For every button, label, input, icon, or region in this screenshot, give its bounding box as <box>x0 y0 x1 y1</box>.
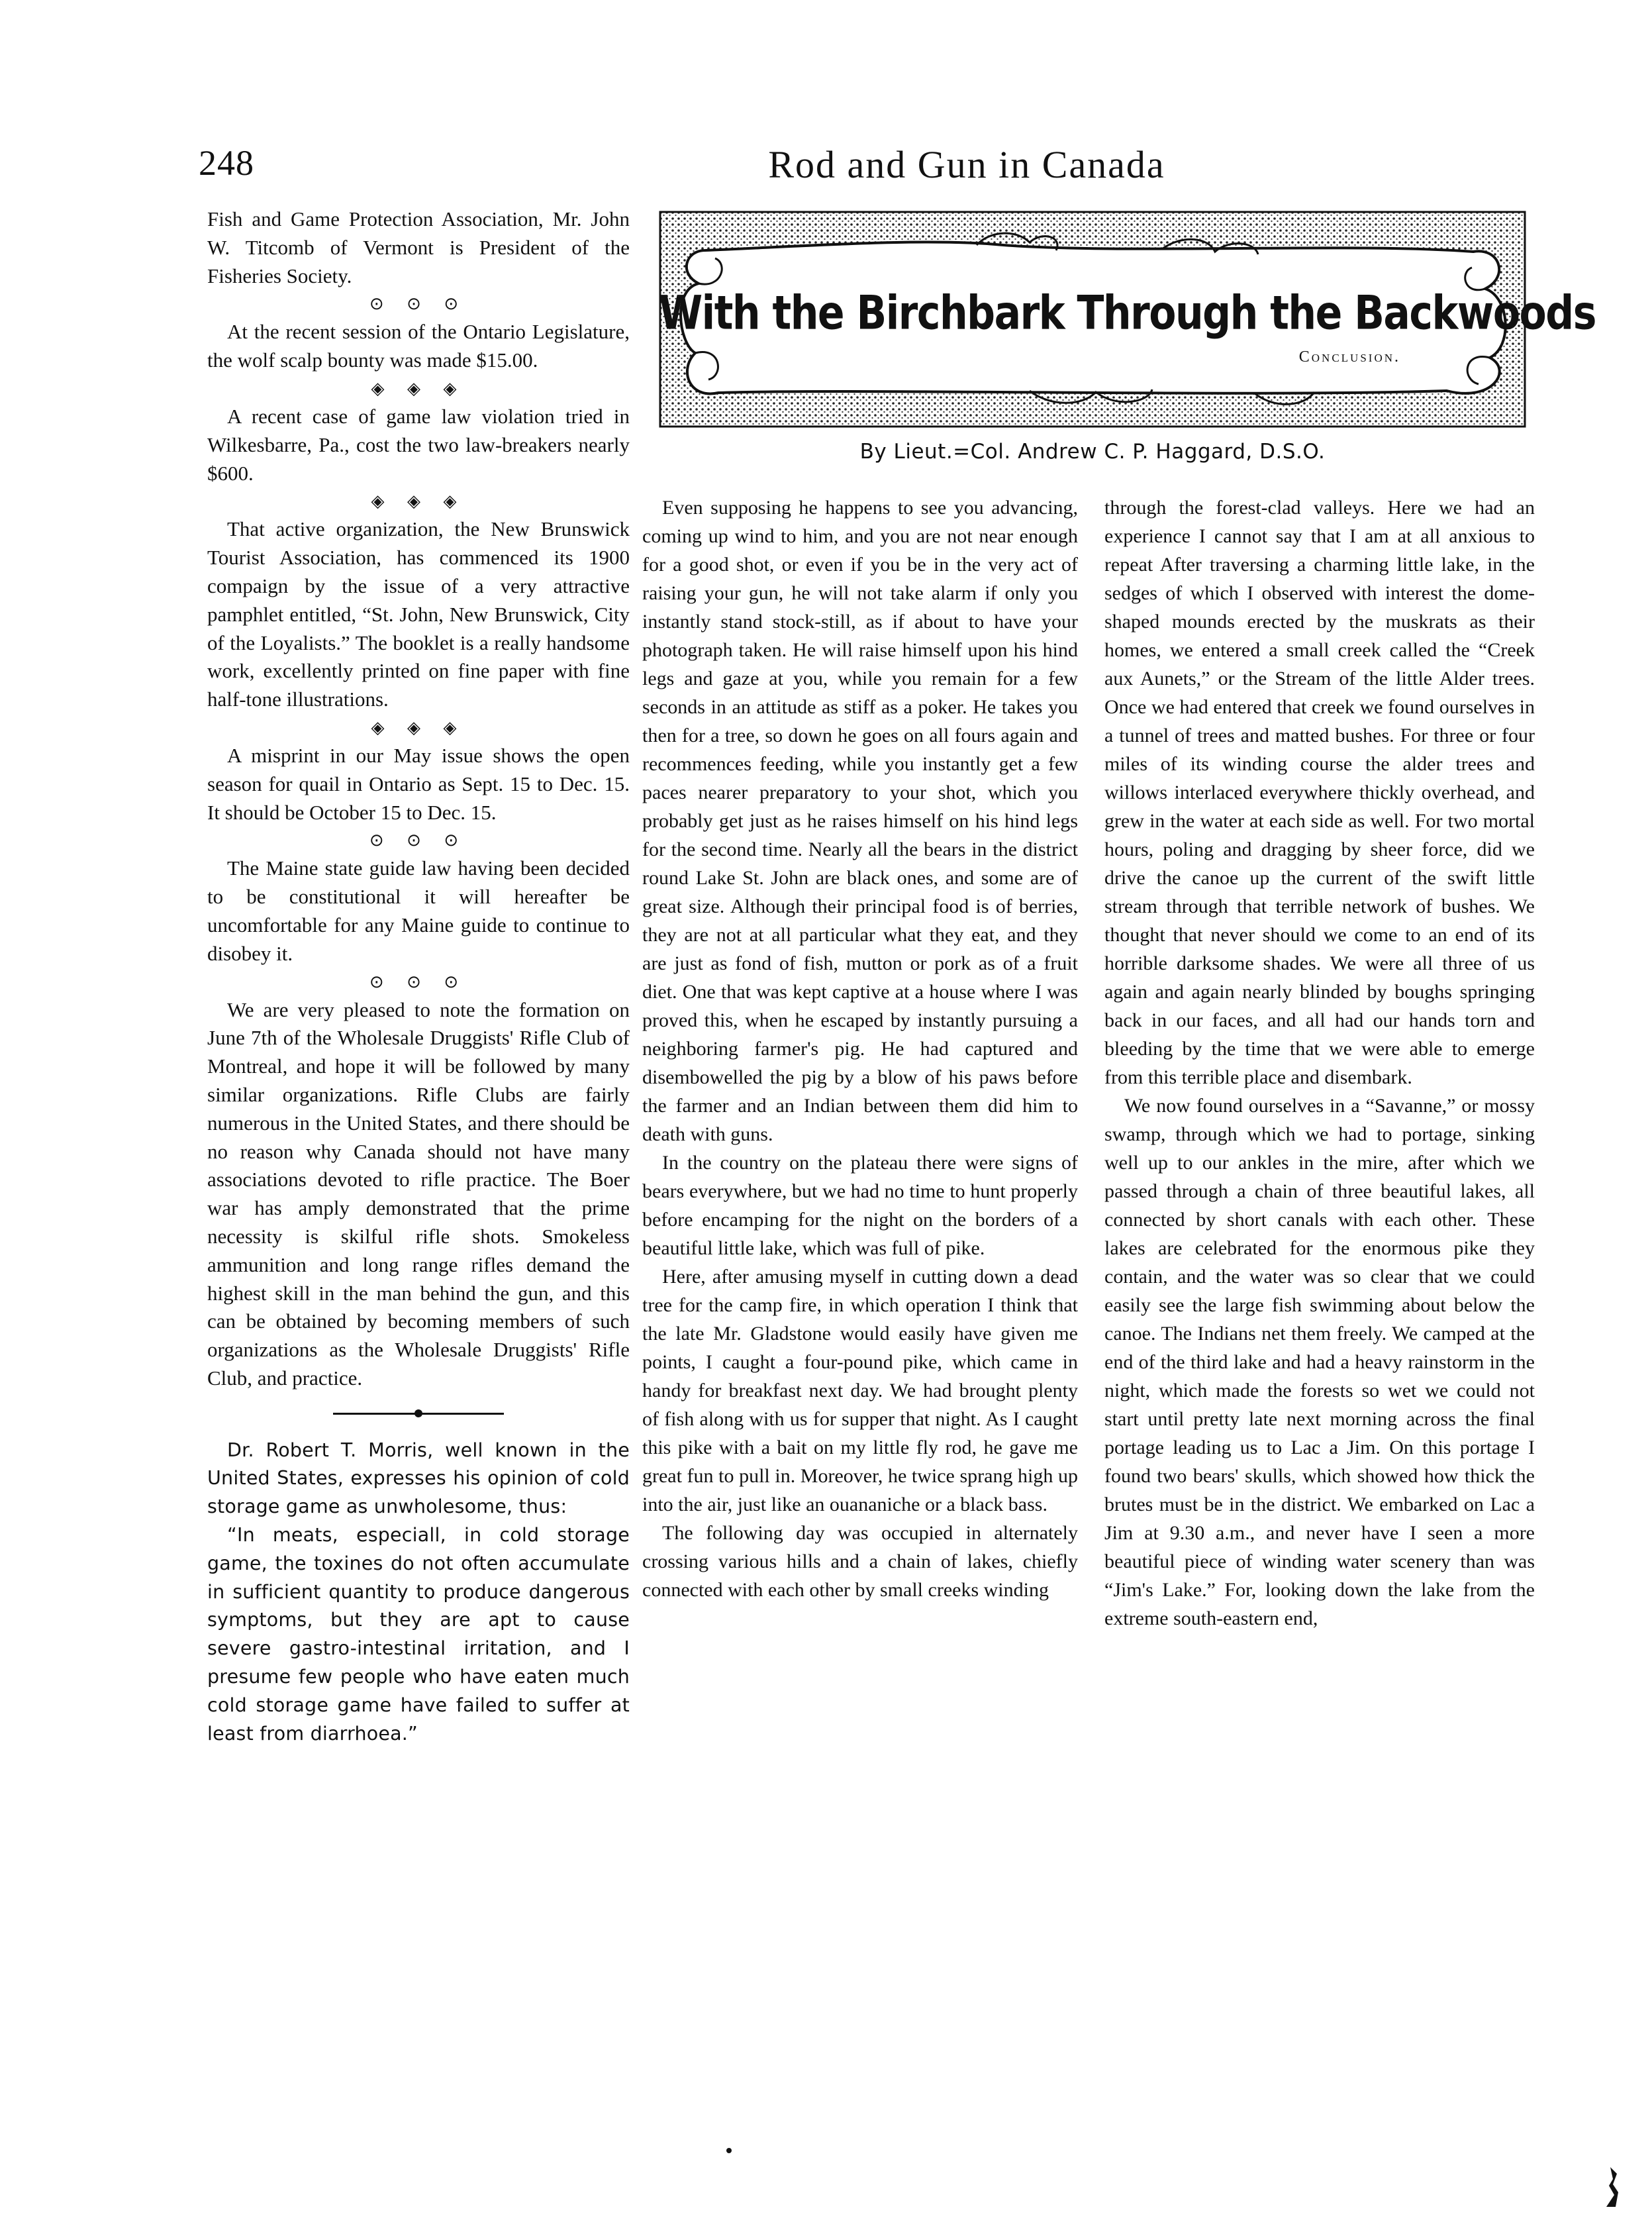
quote-block <box>207 1437 630 1749</box>
article-subtitle: Conclusion. <box>1298 348 1400 366</box>
article-paragraph: Even supposing he happens to see you advancing, coming up wind to him, and you are not near enough for a good shot, or even if you be in the very act of raising your gun, he will not take alarm if only you instantly stand stock-still, as if about to have your photograph taken. He will raise himself upon his hind legs and gaze at you, while you remain for a few seconds in an attitude as stiff as a poker. He takes you then for a tree, so down he goes on all fours again and recommences feeding, while you instantly get a few paces nearer preparatory to your shot, which you probably get just as he raises himself on his hind legs for the second time. Nearly all the bears in the district round Lake St. John are black ones, and some are of great size. Although their principal food is of berries, they are not at all particular what they eat, and they are just as fond of fish, mutton or pork as of a fruit diet. One that was kept captive at a house where I was proved this, when he escaped by instantly pursuing a neighboring farmer's pig. He had captured and disembowelled the pig by a blow of his paws before the farmer and an Indian between them did him to death with guns. <box>642 497 1078 1145</box>
article-paragraph: The following day was occupied in alternately crossing various hills and a chain of lakes, chiefly connected with each other by small creeks winding <box>642 1522 1078 1601</box>
page-header <box>199 136 1165 195</box>
left-column <box>207 205 630 1748</box>
quotation: “In meats, especiall, in cold storage game, the toxines do not often accumulate in sufficient quantity to produce dangerous symptoms, but they are apt to cause severe gastro-intestinal irritation, and I presume few people who have eaten much cold storage game have failed to suffer at least from diarrhoea.” <box>207 1524 630 1745</box>
news-item: A recent case of game law violation tried in Wilkesbarre, Pa., cost the two law-breakers nearly $600. <box>207 404 630 485</box>
news-item: The Maine state guide law having been decided to be constitutional it will hereafter be uncomfortable for any Maine guide to continue to disobey it. <box>207 856 630 965</box>
article-title-banner <box>659 211 1596 428</box>
running-title: Rod and Gun in Canada <box>768 143 1165 186</box>
separator-circles: ⊙ ⊙ ⊙ <box>369 972 468 991</box>
news-item: We are very pleased to note the formation on June 7th of the Wholesale Druggists' Rifle Club of Montreal, and hope it will be followed by many similar organizations. Rifle Clubs are fairly numerous in the United States, and there should be no reason why Canada should not have many associations devoted to rifle practice. The Boer war has amply demonstrated that the prime necessity is skilful rifle shots. Smokeless ammunition and long range rifles demand the highest skill in the man behind the gun, and this can be obtained by becoming members of such organizations as the Wholesale Druggists' Rifle Club, and practice. <box>207 997 630 1390</box>
article-paragraph: We now found ourselves in a “Savanne,” or mossy swamp, through which we had to portage, sinking well up to our ankles in the mire, after which we passed through a chain of three beautiful lakes, all connected by short canals with each other. These lakes are celebrated for the enormous pike they contain, and the water was so clear that we could easily see the large fish swimming about below the canoe. The Indians net them freely. We camped at the end of the third lake and had a heavy rainstorm in the night, which made the forests so wet we could not start until pretty late next morning across the final portage leading us to Lac a Jim. On this portage I found two bears' skulls, which showed how thick the brutes must be in the district. We embarked on Lac a Jim at 9.30 a.m., and never have I seen a more beautiful piece of winding water scenery than was “Jim's Lake.” For, looking down the lake from the extreme south-eastern end, <box>1104 1095 1535 1629</box>
separator-diamonds: ◈ ◈ ◈ <box>371 491 466 511</box>
article-paragraph: through the forest-clad valleys. Here we had an experience I cannot say that I am at all anxious to repeat After traversing a charming little lake, in the sedges of which I observed with interest the dome-shaped mounds erected by the muskrats as their homes, we entered a small creek called the “Creek aux Aunets,” or the Stream of the little Alder trees. Once we had entered that creek we found ourselves in a tunnel of trees and matted bushes. For three or four miles of its winding course the alder trees and willows interlaced everywhere thickly overhead, and grew in the water at each side as well. For two mortal hours, poling and dragging by sheer force, did we drive the canoe up the current of the swift little stream through that terrible network of bushes. We thought that never should we come to an end of its horrible darksome shades. We were all three of us again and again nearly blinded by boughs springing back in our faces, and all had our hands torn and bleeding by the time that we were able to emerge from this terrible place and disembark. <box>1104 497 1535 1088</box>
news-item: Dr. Robert T. Morris, well known in the United States, expresses his opinion of cold storage game as unwholesome, thus: <box>207 1439 630 1518</box>
article-column-right <box>1104 493 1535 1633</box>
separator-diamonds: ◈ ◈ ◈ <box>371 378 466 398</box>
separator-circles: ⊙ ⊙ ⊙ <box>369 831 468 850</box>
section-divider <box>207 1409 630 1418</box>
separator-circles: ⊙ ⊙ ⊙ <box>369 294 468 314</box>
news-item: At the recent session of the Ontario Legislature, the wolf scalp bounty was made $15.00. <box>207 320 630 372</box>
news-item: A misprint in our May issue shows the open season for quail in Ontario as Sept. 15 to Dec. 15. It should be October 15 to Dec. 15. <box>207 743 630 824</box>
corner-smudge-icon <box>1601 2166 1620 2208</box>
article-column-middle <box>642 493 1078 1604</box>
article-paragraph: In the country on the plateau there were signs of bears everywhere, but we had no time to hunt properly before encamping for the night on the borders of a beautiful little lake, which was full of pike. <box>642 1152 1078 1259</box>
separator-diamonds: ◈ ◈ ◈ <box>371 717 466 737</box>
news-item: Fish and Game Protection Association, Mr. John W. Titcomb of Vermont is President of the Fisheries Society. <box>207 207 630 287</box>
print-speck <box>726 2148 732 2153</box>
article-paragraph: Here, after amusing myself in cutting down a dead tree for the camp fire, in which operation I think that the late Mr. Gladstone would easily have given me points, I caught a four-pound pike, which came in handy for breakfast next day. We had brought plenty of fish along with us for supper that night. As I caught this pike with a bait on my little fly rod, he gave me great fun to pull in. Moreover, he twice sprang high up into the air, just like an ouananiche or a black bass. <box>642 1266 1078 1515</box>
article-title: With the Birchbark Through the Backwoods <box>659 285 1596 341</box>
article-byline: By Lieut.=Col. Andrew C. P. Haggard, D.S.O. <box>859 440 1326 464</box>
news-item: That active organization, the New Brunswick Tourist Association, has commenced its 1900 compaign by the issue of a very attractive pamphlet entitled, “St. John, New Brunswick, City of the Loyalists.” The booklet is a really handsome work, excellently printed on fine paper with fine half-tone illustrations. <box>207 517 630 711</box>
page-number: 248 <box>199 143 254 183</box>
